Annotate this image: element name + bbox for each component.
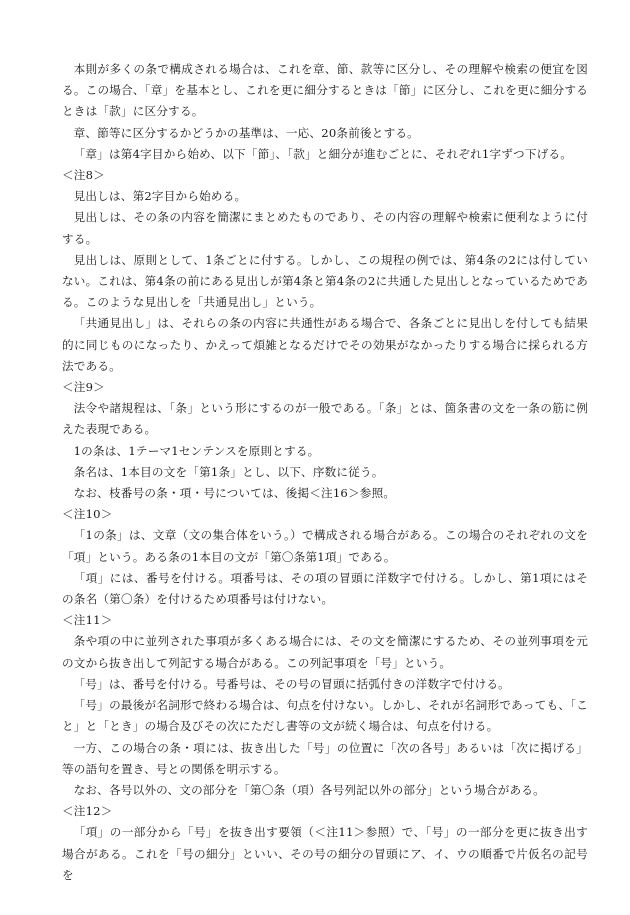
paragraph: 1の条は、1テーマ1センテンスを原則とする。 [73,443,320,458]
paragraph: 本則が多くの条で構成される場合は、これを章、節、款等に区分し、その理解や検索の便宜を図る。この場合、「章」を基本とし、これを更に細分するときは「節」に区分し、これを更に細分するときは「款」に区分する。 [62,62,588,119]
paragraph: 「項」には、番号を付ける。項番号は、その項の冒頭に洋数字で付ける。しかし、第1項にはその条名（第〇条）を付けるため項番号は付けない。 [62,570,588,607]
paragraph: 見出しは、第2字目から始める。 [73,189,247,204]
paragraph: なお、枝番号の条・項・号については、後掲＜注16＞参照。 [73,486,396,501]
paragraph: 「号」の最後が名詞形で終わる場合は、句点を付けない。しかし、それが名詞形であっても、「こと」と「とき」の場合及びその次にただし書等の文が続く場合は、句点を付ける。 [62,698,588,734]
paragraph: 見出しは、原則として、1条ごとに付する。しかし、この規程の例では、第4条の2には付していない。これは、第4条の前にある見出しが第4条と第4条の2に共通した見出しとなっているためである。このような見出しを「共通見出し」という。 [62,252,588,310]
note-heading: ＜注12＞ [62,804,113,819]
note-heading: ＜注8＞ [62,168,105,183]
paragraph: 「項」の一部分から「号」を抜き出す要領（＜注11＞参照）で、「号」の一部分を更に抜き出す場合がある。これを「号の細分」といい、その号の細分の冒頭にア、イ、ウの順番で片仮名の記号を [62,825,588,882]
note-heading: ＜注11＞ [62,613,113,628]
paragraph: 「1の条」は、文章（文の集合体をいう。）で構成される場合がある。この場合のそれぞれの文を「項」という。ある条の1本目の文が「第〇条第1項」である。 [62,528,588,564]
paragraph: 「共通見出し」は、それらの条の内容に共通性がある場合で、各条ごとに見出しを付しても結果的に同じものになったり、かえって煩雑となるだけでその効果がなかったりする場合に採られる方法である。 [62,316,588,373]
paragraph: なお、各号以外の、文の部分を「第〇条（項）各号列記以外の部分」という場合がある。 [73,782,545,797]
paragraph: 法令や諸規程は、「条」という形にするのが一般である。「条」とは、箇条書の文を一条の筋に例えた表現である。 [62,401,588,437]
paragraph: 「号」は、番号を付ける。号番号は、その号の冒頭に括弧付きの洋数字で付ける。 [73,676,510,691]
paragraph: 「章」は第4字目から始め、以下「節」、「款」と細分が進むごとに、それぞれ1字ずつ下げる。 [73,146,573,161]
paragraph: 条名は、1本目の文を「第1条」とし、以下、序数に従う。 [73,464,384,479]
note-heading: ＜注9＞ [62,380,105,395]
paragraph: 見出しは、その条の内容を簡潔にまとめたものであり、その内容の理解や検索に便利なように付する。 [62,210,588,246]
paragraph: 一方、この場合の条・項には、抜き出した「号」の位置に「次の各号」あるいは「次に掲げる」等の語句を置き、号との関係を明示する。 [62,740,588,776]
note-heading: ＜注10＞ [62,507,113,522]
paragraph: 条や項の中に並列された事項が多くある場合には、その文を簡潔にするため、その並列事項を元の文から抜き出して列記する場合がある。この列記事項を「号」という。 [62,634,588,670]
paragraph: 章、節等に区分するかどうかの基準は、一応、20条前後とする。 [73,125,419,140]
